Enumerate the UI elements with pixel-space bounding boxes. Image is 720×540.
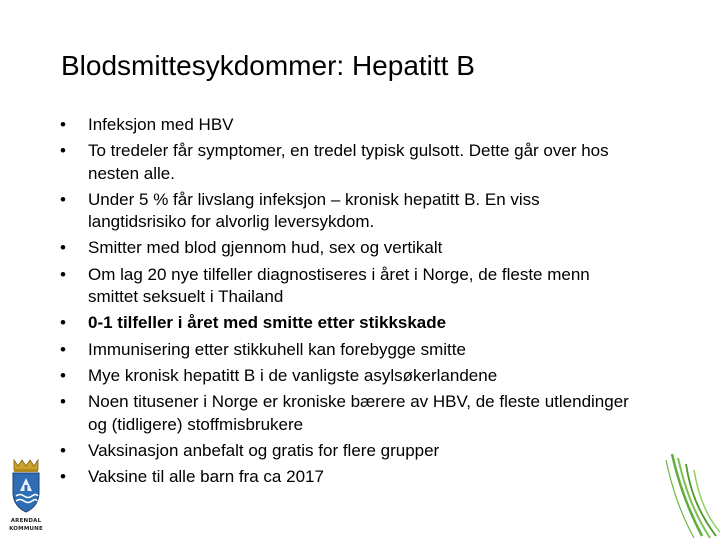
coat-of-arms-icon [6,458,46,514]
bullet-text: Under 5 % får livslang infeksjon – kronisk hepatitt B. En viss langtidsrisiko for alvorlig leversykdom. [88,189,540,232]
bullet-item [60,339,640,361]
bullet-item [60,140,640,185]
bullet-item [60,440,640,462]
slide-title: Blodsmittesykdommer: Hepatitt B [61,50,475,81]
bullet-item [60,237,640,259]
bullet-text: Smitter med blod gjennom hud, sex og vertikalt [88,238,443,258]
bullet-item [60,189,640,234]
bullet-dot: • [60,467,66,487]
bullet-text: Immunisering etter stikkuhell kan forebygge smitte [88,339,466,359]
bullet-text: Infeksjon med HBV [88,115,234,134]
bullet-text: Om lag 20 nye tilfeller diagnostiseres i året i Norge, de fleste menn smittet seksuelt i Thailand [88,264,590,307]
bullet-text: To tredeler får symptomer, en tredel typisk gulsott. Dette går over hos nesten alle. [88,141,609,183]
bullet-dot: • [60,365,66,385]
bullet-text: Vaksinasjon anbefalt og gratis for flere grupper [88,440,440,460]
bullet-text: Mye kronisk hepatitt B i de vanligste asylsøkerlandene [88,365,498,385]
bullet-dot: • [60,264,66,284]
bullet-item [60,114,640,136]
bullet-dot: • [60,189,66,209]
bullet-dot: • [60,238,66,258]
bullet-item [60,466,640,488]
bullet-dot: • [60,392,66,412]
bullet-text: Vaksine til alle barn fra ca 2017 [88,467,324,487]
bullet-text: Noen titusener i Norge er kroniske bærere av HBV, de fleste utlendinger og (tidligere) stoffmisbrukere [88,392,629,434]
bullet-dot: • [60,141,66,161]
bullet-text: 0-1 tilfeller i året med smitte etter stikkskade [88,313,447,333]
bullet-item [60,264,640,309]
bullet-dot: • [60,313,66,333]
bullet-list [60,114,640,492]
bullet-dot: • [60,339,66,359]
bullet-dot: • [60,440,66,460]
green-swoosh-icon [660,450,720,540]
logo-text-line2: KOMMUNE [9,526,43,532]
logo-text-line1: ARENDAL [10,518,42,524]
bullet-item [60,312,640,334]
bullet-dot: • [60,115,66,134]
bullet-item [60,391,640,436]
bullet-item [60,365,640,387]
arendal-kommune-logo [6,458,46,538]
